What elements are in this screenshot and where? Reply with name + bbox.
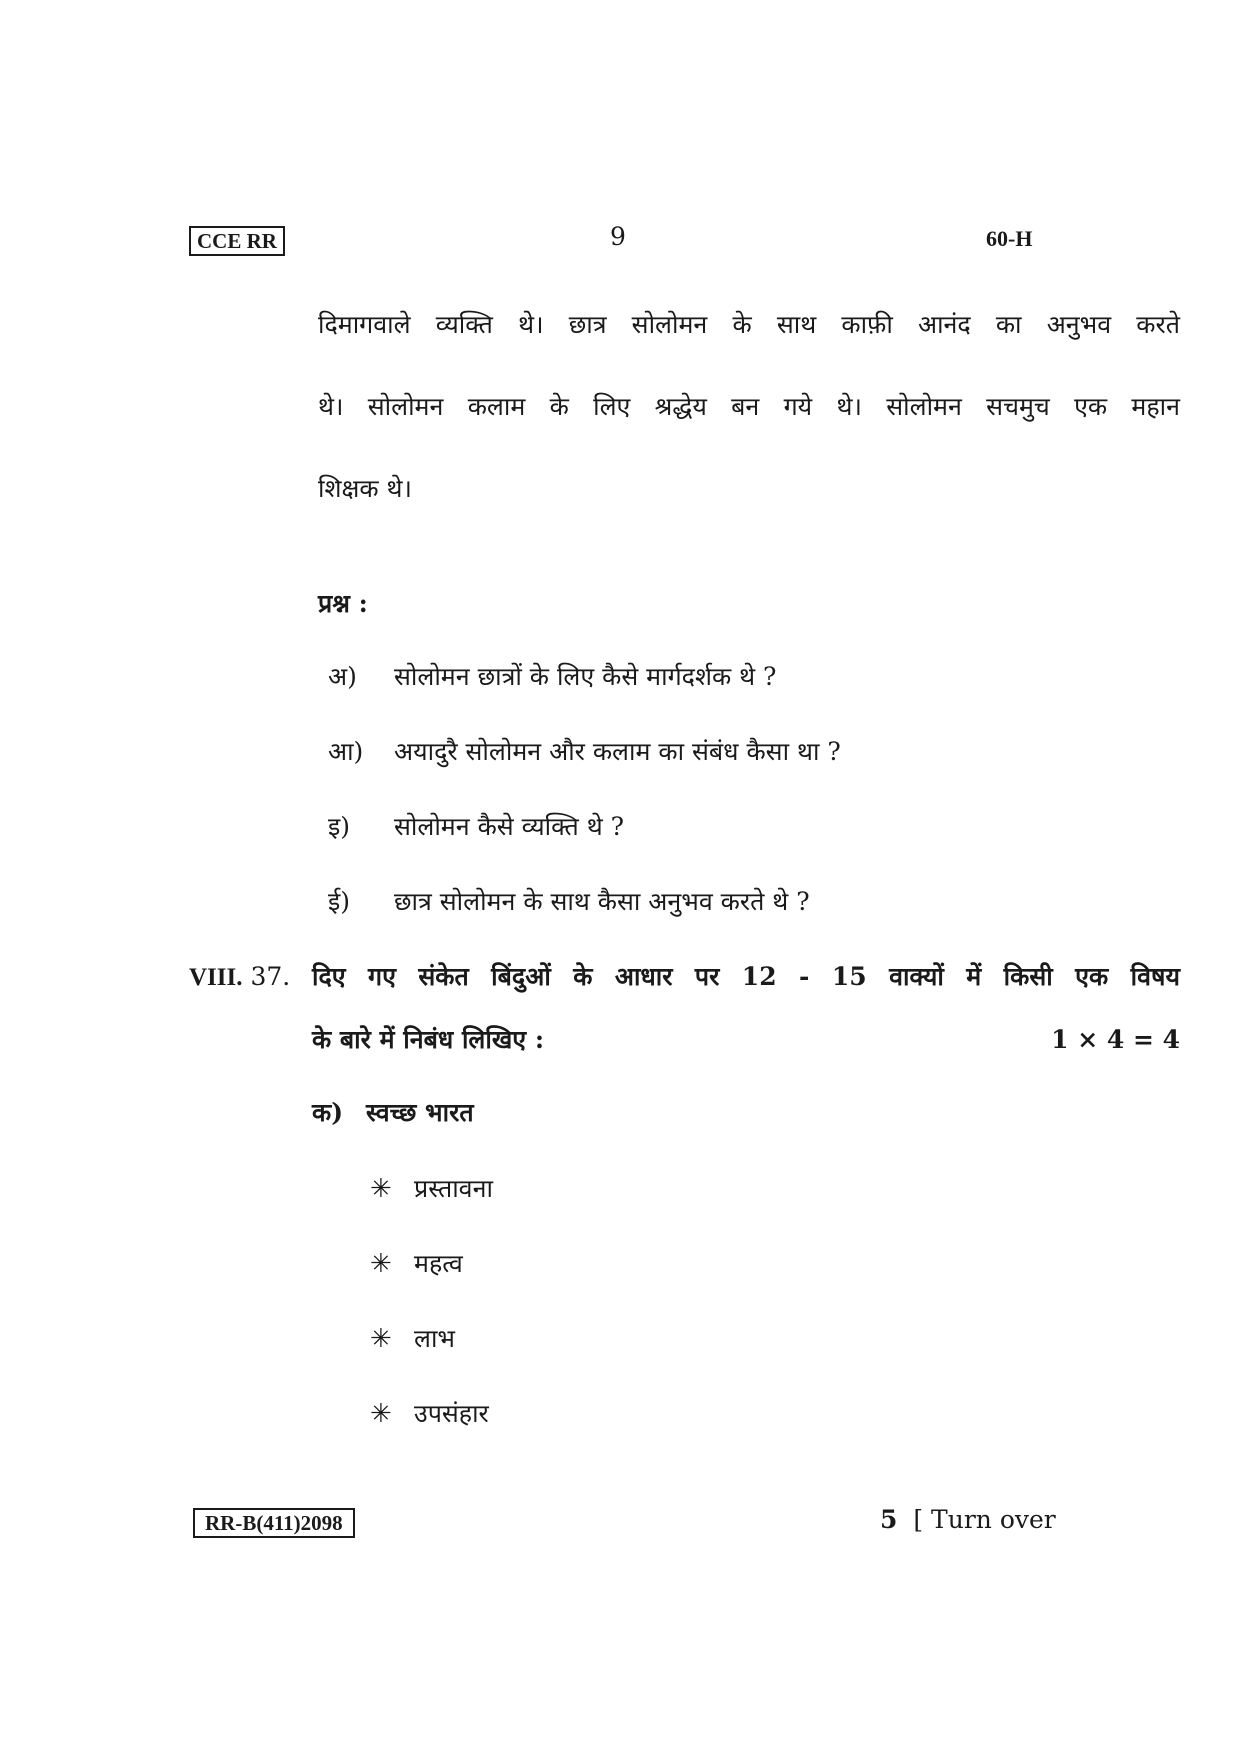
question-label: इ) <box>328 812 351 841</box>
essay-point <box>370 1324 455 1354</box>
essay-topic <box>312 1098 474 1128</box>
point-text: उपसंहार <box>414 1399 489 1428</box>
marks: 1 × 4 = 4 <box>1051 1025 1180 1054</box>
question-text: अयादुरै सोलोमन और कलाम का संबंध कैसा था ? <box>394 737 841 766</box>
asterisk-icon: ✳ <box>370 1174 392 1204</box>
essay-point <box>370 1249 463 1279</box>
topic-label: क) <box>312 1098 344 1127</box>
question-label: आ) <box>328 737 364 766</box>
footer-page-number: 5 <box>880 1505 898 1534</box>
essay-point <box>370 1399 489 1429</box>
essay-instruction-line-1: दिए गए संकेत बिंदुओं के आधार पर 12 - 15 वाक्यों में किसी एक विषय <box>312 962 1180 991</box>
question-item <box>328 662 776 692</box>
footer-page <box>880 1505 1056 1534</box>
question-label: ई) <box>328 887 351 916</box>
footer-code: RR-B(411)2098 <box>193 1508 355 1538</box>
passage-line-2: थे। सोलोमन कलाम के लिए श्रद्धेय बन गये थे। सोलोमन सचमुच एक महान <box>318 392 1180 421</box>
question-item <box>328 737 841 767</box>
question-item <box>328 887 810 917</box>
passage-line-3: शिक्षक थे। <box>318 474 412 503</box>
section-number <box>189 962 290 993</box>
section-roman: VIII. <box>189 964 243 991</box>
asterisk-icon: ✳ <box>370 1324 392 1354</box>
turn-over: [ Turn over <box>913 1505 1056 1534</box>
page-number: 9 <box>610 222 626 251</box>
asterisk-icon: ✳ <box>370 1249 392 1279</box>
question-text: सोलोमन छात्रों के लिए कैसे मार्गदर्शक थे ? <box>394 662 777 691</box>
essay-point <box>370 1174 493 1204</box>
point-text: प्रस्तावना <box>414 1174 493 1203</box>
questions-heading: प्रश्न : <box>318 589 368 618</box>
question-text: छात्र सोलोमन के साथ कैसा अनुभव करते थे ? <box>394 887 810 916</box>
topic-title: स्वच्छ भारत <box>366 1098 474 1127</box>
paper-code-right: 60-H <box>986 226 1033 251</box>
question-text: सोलोमन कैसे व्यक्ति थे ? <box>394 812 625 841</box>
passage-line-1: दिमागवाले व्यक्ति थे। छात्र सोलोमन के साथ काफ़ी आनंद का अनुभव करते <box>318 310 1180 339</box>
point-text: लाभ <box>414 1324 456 1353</box>
question-number: 37. <box>250 962 291 991</box>
question-item <box>328 812 624 842</box>
point-text: महत्व <box>414 1249 463 1278</box>
essay-instruction-line-2: के बारे में निबंध लिखिए : <box>312 1025 545 1054</box>
question-label: अ) <box>328 662 357 691</box>
paper-code-left: CCE RR <box>189 226 285 256</box>
asterisk-icon: ✳ <box>370 1399 392 1429</box>
